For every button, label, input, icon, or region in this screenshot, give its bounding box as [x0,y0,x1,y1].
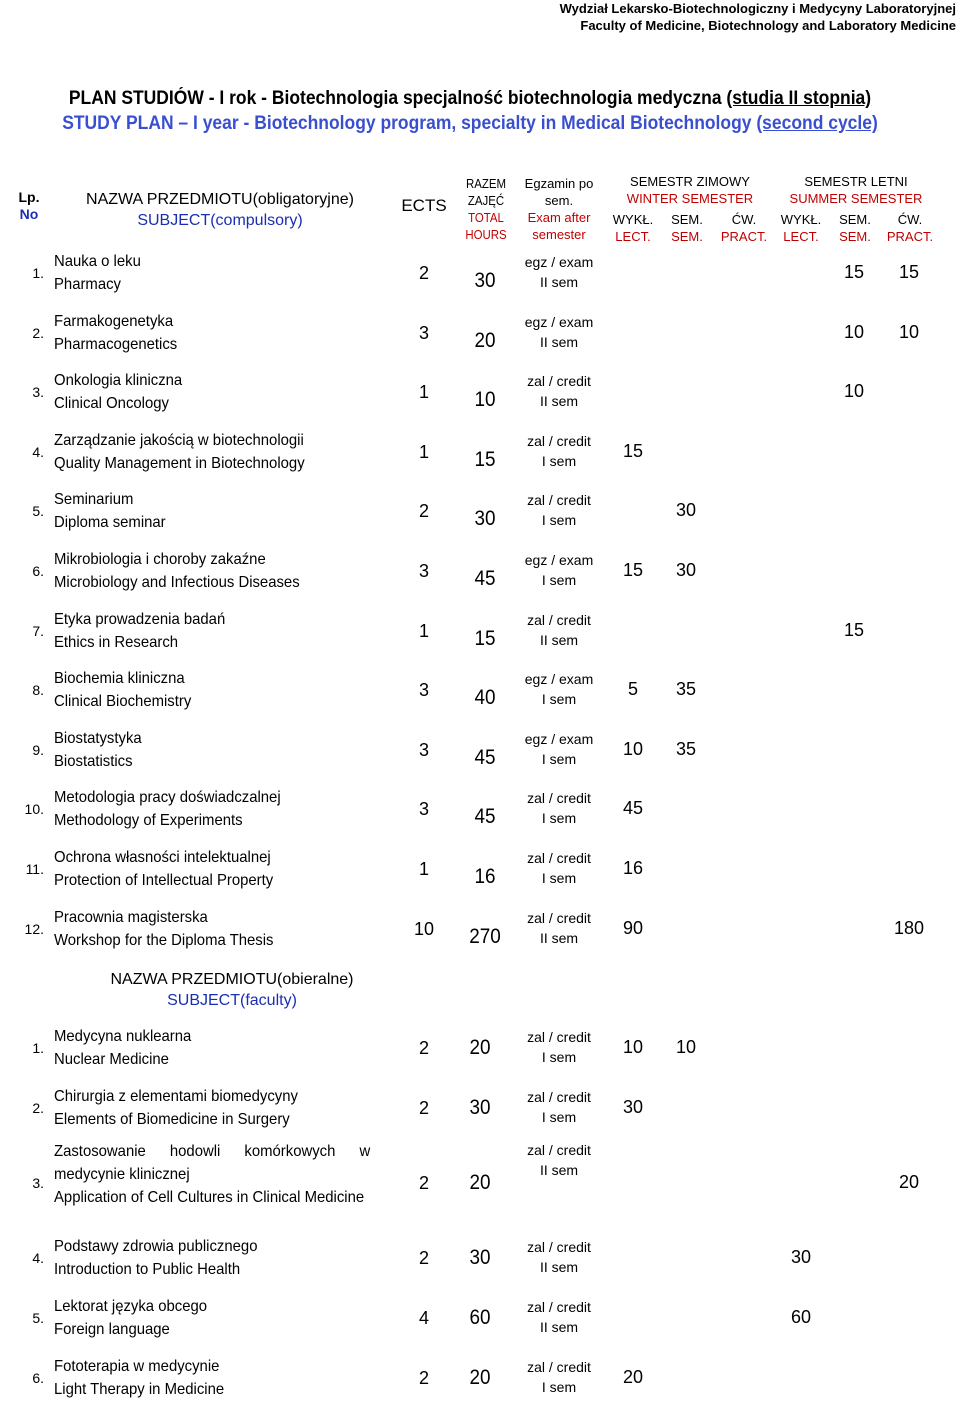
header-lp [14,189,44,223]
row-number: 11. [25,861,44,877]
faculty-header [560,0,956,34]
summer-sem: 15 [843,619,865,640]
subject-name-pl: Metodologia pracy doświadczalnej [54,789,281,807]
header-exam-en1: Exam after [527,210,591,225]
subject-name-pl: Lektorat języka obcego [54,1298,208,1315]
exam-info [514,848,604,888]
winter-sem: 30 [675,500,697,521]
ects-value: 2 [418,1098,429,1118]
exam-semester: II sem [539,1162,579,1178]
title-en-main: STUDY PLAN – I year - Biotechnology program, specialty in Medical Biotechnology [62,113,752,134]
ects-value: 2 [418,501,429,522]
exam-info [514,729,604,769]
total-hours: 30 [469,1096,491,1119]
subject-name-en: Pharmacy [54,276,121,293]
exam-semester: II sem [539,1319,579,1335]
subject-name-pl: Zarządzanie jakością w biotechnologii [54,431,304,449]
table-row [0,1140,960,1228]
subject-name-en: Workshop for the Diploma Thesis [54,931,274,949]
ects-value: 2 [418,1368,429,1388]
exam-type: zal / credit [527,1359,591,1375]
exam-type: zal / credit [527,1299,591,1315]
subject-name-en: Microbiology and Infectious Diseases [54,574,300,591]
table-row [0,603,960,661]
total-hours: 20 [469,1036,491,1059]
row-number: 8. [32,682,44,699]
header-winter-lect [610,211,656,245]
subject-name-pl: Etyka prowadzenia badań [54,610,226,628]
table-row [0,1080,960,1138]
page-title-pl [38,88,903,110]
subject-name-en: Protection of Intellectual Property [54,872,274,889]
subject-name [54,727,370,773]
exam-info [514,1297,604,1337]
table-row [0,662,960,720]
subject-name-en: Light Therapy in Medicine [54,1381,225,1398]
winter-sem: 30 [675,560,697,580]
header-subject-en: SUBJECT(compulsory) [137,212,303,229]
subject-name-en: Elements of Biomedicine in Surgery [54,1111,290,1128]
exam-semester: II sem [539,1259,579,1275]
total-hours: 60 [469,1306,491,1329]
ects-value: 1 [418,382,429,403]
subject-name-pl: Biochemia kliniczna [54,670,185,688]
header-winter-en: WINTER SEMESTER [626,191,754,206]
header-exam [514,175,604,243]
row-number: 9. [32,741,44,758]
exam-type: egz / exam [524,313,594,330]
table-row [0,1020,960,1078]
subject-name-pl: Biostatystyka [54,729,142,747]
exam-semester: I sem [541,1049,577,1065]
summer-sem: 10 [843,321,865,342]
faculty-header-pl: NAZWA PRZEDMIOTU(obieralne) [110,971,354,988]
header-hours-pl1: RAZEM [465,176,507,191]
row-number: 2. [32,1100,44,1116]
total-hours: 40 [474,686,496,710]
subject-name-en: Nuclear Medicine [54,1051,169,1068]
exam-info [514,669,604,709]
exam-info [514,312,604,352]
row-number: 10. [24,801,44,818]
exam-semester: I sem [541,750,577,767]
subject-name [54,548,370,594]
exam-info [514,788,604,828]
header-lp-en: No [19,206,39,222]
header-subject [60,189,380,231]
exam-semester: II sem [539,274,579,290]
subject-name-pl: Pracownia magisterska [54,908,208,926]
row-number: 5. [32,503,44,520]
ects-value: 3 [418,561,429,581]
subject-name [54,310,370,356]
subject-name-en: Diploma seminar [54,514,166,532]
subject-name-pl: Farmakogenetyka [54,312,174,330]
exam-info [514,1087,604,1127]
subject-name [54,429,370,475]
exam-type: zal / credit [527,790,591,807]
exam-info [514,1357,604,1397]
pract-en: PRACT. [886,229,934,244]
header-summer-en: SUMMER SEMESTER [789,191,923,206]
total-hours: 16 [474,865,496,888]
header-winter-semester [610,173,770,207]
subject-name-pl: Zastosowanie hodowli komórkowych w medycynie klinicznej [54,1143,371,1183]
header-summer-semester [782,173,930,207]
subject-name [54,1085,370,1131]
row-number: 5. [32,1310,44,1326]
table-row [0,305,960,363]
subject-name [54,1235,370,1281]
exam-type: zal / credit [527,611,591,628]
exam-type: egz / exam [524,671,594,688]
exam-info [514,550,604,590]
ects-value: 2 [418,1248,429,1268]
ects-value: 2 [418,1173,429,1193]
subject-name-pl: Ochrona własności intelektualnej [54,849,271,866]
row-number: 1. [32,1040,44,1056]
subject-name-en: Clinical Oncology [54,395,169,413]
winter-lect: 5 [627,679,638,700]
winter-sem: 35 [675,738,697,759]
winter-lect: 45 [622,798,644,819]
subject-name-pl: Seminarium [54,491,134,509]
exam-type: zal / credit [527,909,591,926]
exam-info [514,1027,604,1067]
summer-pract: 10 [898,321,920,342]
ects-value: 1 [418,859,429,879]
row-number: 6. [32,1370,44,1386]
exam-info [514,490,604,530]
summer-pract: 180 [893,917,925,938]
summer-pract: 20 [898,1172,920,1192]
exam-semester: I sem [541,810,577,827]
exam-info [514,431,604,471]
sem-en: SEM. [671,229,703,244]
subject-name-en: Biostatistics [54,752,133,770]
subject-name-en: Methodology of Experiments [54,812,243,830]
subject-name-pl: Chirurgia z elementami biomedycyny [54,1088,298,1105]
total-hours: 45 [474,745,496,769]
subject-name [54,906,370,952]
exam-type: zal / credit [527,1029,591,1045]
exam-semester: II sem [539,393,579,410]
header-winter-pl: SEMESTR ZIMOWY [630,174,750,189]
exam-semester: I sem [541,691,577,708]
exam-semester: I sem [541,452,577,469]
lect-en: LECT. [615,229,651,244]
subject-name-en: Introduction to Public Health [54,1261,241,1278]
exam-type: zal / credit [527,373,591,390]
exam-type: zal / credit [527,1089,591,1105]
pract-pl: ĆW. [897,212,923,227]
row-number: 4. [32,1250,44,1266]
ects-value: 1 [418,620,429,641]
subject-name-en: Quality Management in Biotechnology [54,454,305,472]
subject-name [54,608,370,654]
ects-value: 2 [418,1038,429,1058]
total-hours: 30 [474,269,496,292]
exam-type: egz / exam [524,730,594,747]
table-row [0,722,960,780]
subject-name [54,1295,370,1341]
exam-semester: I sem [541,1109,577,1125]
summer-sem: 15 [843,262,865,282]
table-row [0,781,960,839]
faculty-name-pl: Wydział Lekarsko-Biotechnologiczny i Medycyny Laboratoryjnej [559,1,956,16]
title-pl-cycle: (studia II stopnia) [726,88,872,109]
exam-type: egz / exam [524,552,594,568]
row-number: 6. [32,563,44,579]
header-winter-pract [716,211,772,245]
exam-type: zal / credit [527,1239,591,1255]
ects-value: 4 [418,1308,429,1328]
header-hours-en1: TOTAL [468,210,504,225]
table-row [0,364,960,422]
total-hours: 20 [469,1366,491,1389]
exam-info [514,908,604,948]
exam-type: zal / credit [527,492,591,509]
winter-lect: 10 [622,1037,644,1057]
subject-name-pl: Podstawy zdrowia publicznego [54,1238,258,1255]
lect-pl: WYKŁ. [780,212,822,227]
ects-value: 10 [413,918,435,939]
header-exam-pl1: Egzamin po [524,176,594,191]
table-row [0,424,960,482]
exam-info [514,371,604,411]
subject-name [54,1140,370,1209]
sem-en: SEM. [839,229,871,244]
subject-name-pl: Mikrobiologia i choroby zakaźne [54,551,266,568]
title-en-cycle: (second cycle) [756,113,878,134]
subject-name-en: Application of Cell Cultures in Clinical Medicine [54,1189,365,1206]
sem-pl: SEM. [839,212,871,227]
ects-value: 3 [418,680,429,701]
table-row [0,483,960,541]
total-hours: 20 [469,1171,491,1194]
exam-semester: I sem [541,572,577,588]
subject-name [54,1355,370,1401]
total-hours: 45 [474,805,496,829]
title-pl-main: PLAN STUDIÓW - I rok - Biotechnologia specjalność biotechnologia medyczna [68,88,722,109]
winter-sem: 10 [675,1037,697,1057]
subject-name-en: Clinical Biochemistry [54,693,192,711]
sem-pl: SEM. [671,212,703,227]
winter-lect: 20 [622,1367,644,1387]
exam-type: zal / credit [527,432,591,449]
subject-name-pl: Fototerapia w medycynie [54,1358,220,1375]
header-hours-en2: HOURS [465,227,507,242]
winter-lect: 90 [622,917,644,938]
exam-info [514,1140,604,1180]
total-hours: 30 [469,1246,491,1269]
ects-value: 3 [418,739,429,760]
summer-sem: 10 [843,381,865,402]
header-ects: ECTS [401,196,447,215]
row-number: 12. [24,920,44,937]
summer-pract: 15 [898,262,920,282]
header-hours-pl2: ZAJĘĆ [467,193,505,208]
exam-semester: I sem [541,512,577,529]
exam-info [514,252,604,292]
lect-pl: WYKŁ. [612,212,654,227]
subject-name-en: Foreign language [54,1321,170,1338]
exam-semester: II sem [539,631,579,648]
header-exam-pl2: sem. [544,193,574,208]
table-row [0,543,960,601]
page-title-en [38,113,903,135]
header-summer-pl: SEMESTR LETNI [804,174,908,189]
total-hours: 270 [469,924,501,948]
table-row [0,841,960,899]
winter-lect: 15 [622,440,644,461]
lect-en: LECT. [783,229,819,244]
row-number: 4. [32,443,44,460]
subject-name-en: Pharmacogenetics [54,335,178,353]
ects-value: 1 [418,441,429,462]
pract-pl: ĆW. [731,212,757,227]
exam-type: zal / credit [527,850,591,866]
subject-name [54,667,370,713]
total-hours: 20 [474,328,496,352]
subject-name [54,786,370,832]
row-number: 3. [32,1175,44,1191]
summer-lect: 60 [790,1307,812,1327]
subject-name [54,250,370,296]
table-row [0,1290,960,1348]
ects-value: 3 [418,799,429,820]
exam-semester: I sem [541,870,577,886]
exam-semester: I sem [541,1379,577,1395]
exam-semester: II sem [539,929,579,946]
winter-lect: 15 [622,560,644,580]
table-row [0,1350,960,1408]
total-hours: 15 [474,447,496,471]
subject-name [54,488,370,534]
header-summer-sem [832,211,878,245]
summer-lect: 30 [790,1247,812,1267]
pract-en: PRACT. [720,229,768,244]
exam-info [514,610,604,650]
row-number: 1. [32,265,44,281]
exam-type: egz / exam [524,254,594,270]
table-row [0,1230,960,1288]
total-hours: 30 [474,507,496,531]
subject-name [54,846,370,892]
row-number: 7. [32,622,44,639]
faculty-section-header [60,969,404,1011]
subject-name [54,369,370,415]
total-hours: 15 [474,626,496,650]
subject-name-en: Ethics in Research [54,633,179,651]
winter-lect: 10 [622,738,644,759]
exam-info [514,1237,604,1277]
total-hours: 45 [474,567,496,590]
ects-value: 2 [418,263,429,283]
header-summer-pract [884,211,936,245]
table-row [0,901,960,959]
header-lp-pl: Lp. [18,189,40,205]
winter-sem: 35 [675,679,697,700]
subject-name-pl: Medycyna nuklearna [54,1028,192,1045]
exam-type: zal / credit [527,1142,591,1158]
header-total-hours [460,175,513,243]
row-number: 2. [32,324,44,341]
winter-lect: 16 [622,858,644,878]
total-hours: 10 [474,388,496,412]
ects-value: 3 [418,322,429,343]
header-summer-lect [778,211,824,245]
row-number: 3. [32,384,44,401]
header-exam-en2: semester [532,227,586,242]
faculty-header-en: SUBJECT(faculty) [167,992,297,1009]
faculty-name-en: Faculty of Medicine, Biotechnology and Laboratory Medicine [580,18,956,33]
winter-lect: 30 [622,1097,644,1117]
header-winter-sem [664,211,710,245]
exam-semester: II sem [539,333,579,350]
subject-name-pl: Onkologia kliniczna [54,372,183,390]
subject-name-pl: Nauka o leku [54,253,141,270]
subject-name [54,1025,370,1071]
header-subject-pl: NAZWA PRZEDMIOTU(obligatoryjne) [86,191,354,208]
table-row [0,245,960,303]
